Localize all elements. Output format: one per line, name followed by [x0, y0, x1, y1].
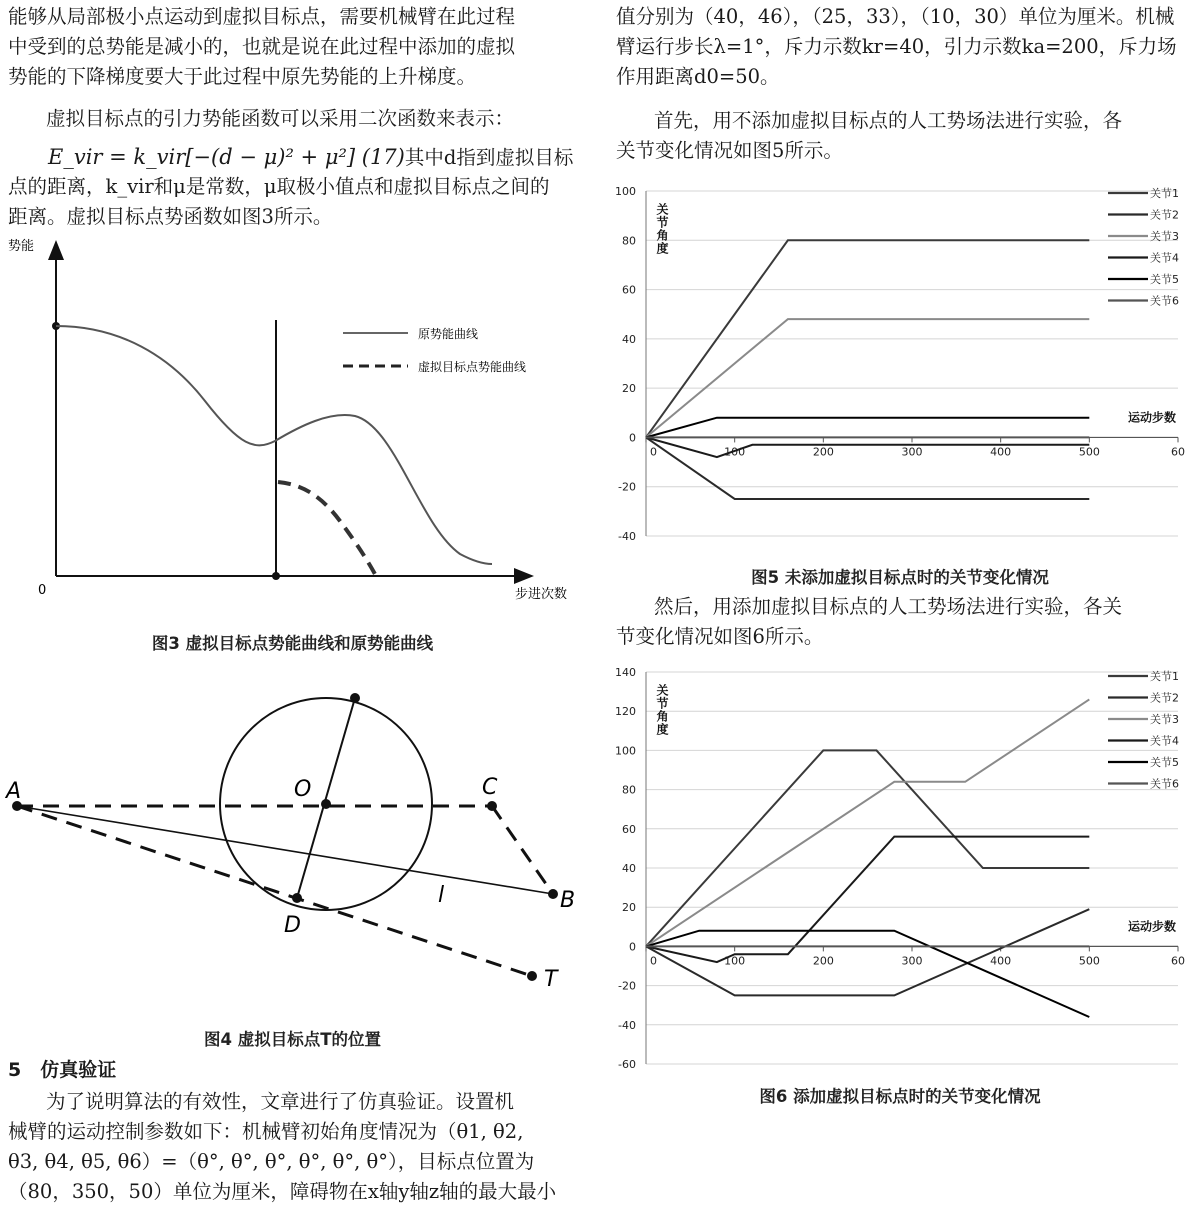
right-paragraph-1 — [616, 2, 1177, 92]
text-line: 虚拟目标点的引力势能函数可以采用二次函数来表示： — [46, 107, 515, 130]
text-line: 为了说明算法的有效性，文章进行了仿真验证。设置机 — [46, 1090, 515, 1113]
series-line — [646, 931, 1089, 1017]
y-tick-label: 120 — [615, 705, 636, 719]
text-line: 距离。虚拟目标点势函数如图3所示。 — [8, 205, 333, 228]
y-tick-label: 140 — [615, 666, 636, 679]
label-d: D — [284, 913, 301, 938]
y-tick-label: -20 — [618, 480, 636, 494]
y-tick-label: 0 — [629, 431, 636, 445]
figure-5-caption: 图5 未添加虚拟目标点时的关节变化情况 — [751, 568, 1049, 587]
legend-label: 关节2 — [1150, 691, 1179, 705]
text-line: 中受到的总势能是减小的，也就是说在此过程中添加的虚拟 — [8, 35, 516, 58]
x-tick-label: 100 — [724, 445, 746, 459]
x-axis-label: 运动步数 — [1127, 410, 1176, 425]
label-o: O — [294, 777, 312, 802]
label-t: T — [544, 967, 558, 992]
series-line — [646, 437, 1089, 457]
text-line: 点的距离，k_vir和μ是常数，μ取极小值点和虚拟目标点之间的 — [8, 175, 550, 198]
left-paragraph-2 — [8, 104, 514, 134]
y-tick-label: -40 — [618, 1018, 636, 1032]
formula-17 — [48, 142, 573, 173]
figure-3 — [0, 236, 590, 606]
series-line — [646, 909, 1089, 995]
x-tick-label: 500 — [1078, 445, 1100, 459]
x-tick-label: 400 — [990, 954, 1012, 968]
left-paragraph-1 — [8, 2, 515, 92]
series-line — [646, 418, 1089, 438]
legend-label-virtual: 虚拟目标点势能曲线 — [418, 360, 527, 374]
point-t — [527, 971, 537, 981]
x-tick-label: 60 — [1171, 954, 1185, 968]
legend-label: 关节1 — [1150, 670, 1179, 683]
x-tick-label: 400 — [990, 445, 1012, 459]
y-tick-label: -40 — [618, 530, 636, 543]
point-d — [292, 893, 302, 903]
right-paragraph-2 — [616, 106, 1122, 166]
text-line: 值分别为（40，46），（25，33），（10，30）单位为厘米。机械 — [616, 5, 1175, 28]
point-o — [321, 799, 331, 809]
text-line: 臂运行步长λ=1°，斥力示数kr=40，引力示数ka=200，斥力场 — [616, 35, 1177, 58]
text-line: 械臂的运动控制参数如下：机械臂初始角度情况为（θ1, θ2, — [8, 1120, 524, 1143]
base-point — [272, 572, 280, 580]
figure-6-caption: 图6 添加虚拟目标点时的关节变化情况 — [759, 1087, 1041, 1106]
legend-label: 关节2 — [1150, 208, 1179, 222]
y-tick-label: 60 — [622, 283, 636, 297]
x-tick-label: 0 — [650, 445, 657, 459]
fig3-xlabel: 步进次数 — [515, 587, 568, 602]
legend-label: 关节5 — [1150, 756, 1179, 769]
point-top — [350, 693, 360, 703]
legend-label: 关节3 — [1150, 713, 1179, 726]
label-b: B — [560, 888, 576, 913]
legend-label: 关节6 — [1150, 294, 1179, 308]
y-tick-label: 0 — [629, 940, 636, 954]
x-tick-label: 500 — [1078, 954, 1100, 968]
figure-4-caption: 图4 虚拟目标点T的位置 — [204, 1030, 381, 1049]
y-tick-label: 40 — [622, 332, 636, 346]
x-tick-label: 100 — [724, 954, 746, 968]
text-line: （80，350，50）单位为厘米，障碍物在x轴y轴z轴的最大最小 — [8, 1180, 557, 1203]
x-axis-label: 运动步数 — [1127, 919, 1176, 934]
legend-label: 关节1 — [1150, 187, 1179, 200]
legend-label: 关节4 — [1150, 251, 1179, 265]
legend-label: 关节3 — [1150, 230, 1179, 243]
right-paragraph-3 — [616, 592, 1122, 652]
point-b — [548, 889, 558, 899]
legend-label: 关节6 — [1150, 777, 1179, 791]
label-a: A — [6, 779, 22, 804]
y-tick-label: 100 — [615, 744, 636, 758]
legend-label-original: 原势能曲线 — [418, 327, 479, 341]
virtual-potential-curve — [278, 482, 376, 576]
x-tick-label: 60 — [1171, 445, 1185, 459]
line-at — [17, 806, 532, 976]
label-l: l — [438, 883, 445, 908]
left-paragraph-2-rest — [8, 172, 550, 232]
line-ab — [17, 806, 553, 894]
legend-label: 关节4 — [1150, 734, 1179, 748]
text-line: 能够从局部极小点运动到虚拟目标点，需要机械臂在此过程 — [8, 5, 516, 28]
y-tick-label: -60 — [618, 1058, 636, 1071]
y-tick-label: 20 — [622, 901, 636, 915]
text-line: 关节变化情况如图5所示。 — [616, 139, 843, 162]
series-line — [646, 837, 1089, 963]
x-tick-label: 200 — [812, 954, 834, 968]
label-c: C — [482, 775, 498, 800]
series-line — [646, 437, 1089, 499]
x-tick-label: 300 — [901, 445, 923, 459]
y-axis-arrow — [48, 240, 64, 260]
fig3-origin: 0 — [38, 583, 47, 598]
text-line: 然后，用添加虚拟目标点的人工势场法进行实验，各关 — [654, 595, 1123, 618]
formula-tail: 其中d指到虚拟目标 — [404, 146, 574, 169]
y-tick-label: 80 — [622, 234, 636, 248]
y-tick-label: 20 — [622, 382, 636, 396]
y-axis-label: 关节角度 — [655, 684, 669, 736]
line-cb — [492, 806, 553, 894]
x-axis-arrow — [514, 568, 534, 584]
fig3-ylabel: 势能 — [8, 239, 35, 254]
x-tick-label: 300 — [901, 954, 923, 968]
left-paragraph-3 — [8, 1087, 556, 1207]
text-line: θ3, θ4, θ5, θ6）=（θ°, θ°, θ°, θ°, θ°, θ°），目标点位置为 — [8, 1150, 535, 1173]
text-line: 作用距离d0=50。 — [616, 65, 780, 88]
figure-5-chart — [600, 175, 1200, 553]
point-c — [487, 801, 497, 811]
figure-6-chart — [600, 660, 1200, 1080]
legend-label: 关节5 — [1150, 273, 1179, 286]
section-title: 5 仿真验证 — [8, 1059, 117, 1081]
figure-3-caption: 图3 虚拟目标点势能曲线和原势能曲线 — [151, 634, 434, 653]
y-tick-label: -20 — [618, 979, 636, 993]
text-line: 节变化情况如图6所示。 — [616, 625, 824, 648]
figure-4 — [0, 680, 590, 1010]
series-line — [646, 699, 1089, 946]
x-tick-label: 200 — [812, 445, 834, 459]
y-tick-label: 80 — [622, 783, 636, 797]
series-line — [646, 750, 1089, 946]
formula-text: E_vir = k_vir[−(d − μ)² + μ²] (17) — [48, 145, 405, 169]
text-line: 势能的下降梯度要大于此过程中原先势能的上升梯度。 — [8, 65, 477, 88]
y-axis-label: 关节角度 — [655, 203, 669, 255]
y-tick-label: 40 — [622, 862, 636, 875]
text-line: 首先，用不添加虚拟目标点的人工势场法进行实验，各 — [654, 109, 1123, 132]
y-tick-label: 60 — [622, 822, 636, 836]
x-tick-label: 0 — [650, 954, 657, 968]
y-tick-label: 100 — [615, 185, 636, 198]
